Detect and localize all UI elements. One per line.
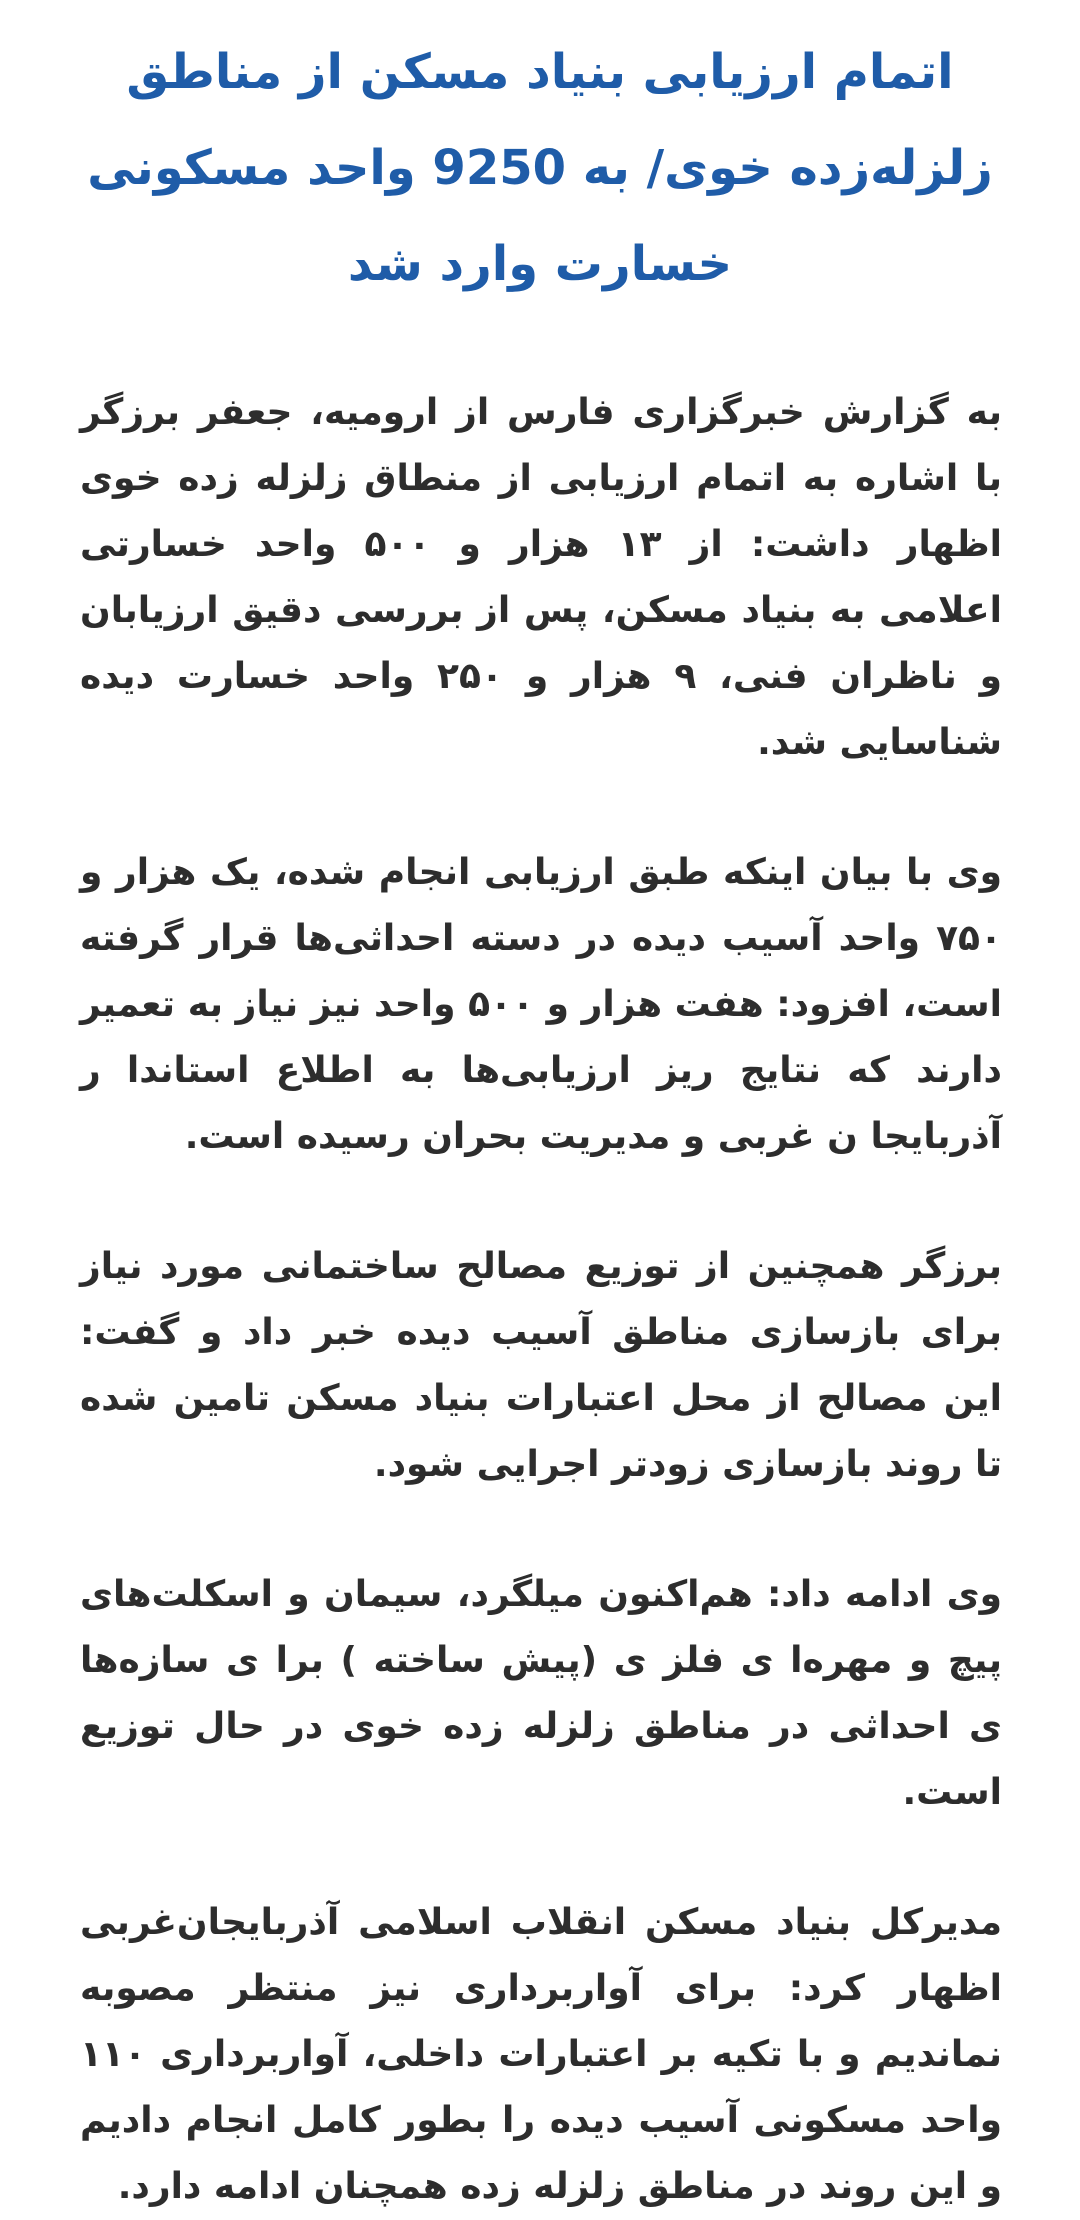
article-paragraph: به گزارش خبرگزاری فارس از ارومیه، جعفر برزگر با اشاره به اتمام ارزیابی از منطاق زلزله زده خوی اظهار داشت: از ۱۳ هزار و ۵۰۰ واحد خسارتی اعلامی به بنیاد مسکن، پس از بررسی دقیق ارزیابان و ناظران فنی، ۹ هزار و ۲۵۰ واحد خسارت دیده شناسایی شد.	[80, 392, 1003, 763]
article-paragraph: مدیرکل بنیاد مسکن انقلاب اسلامی آذربایجان‌غربی اظهار کرد: برای آواربرداری نیز منتظر مصوبه نماندیم و با تکیه بر اعتبارات داخلی، آواربرداری ۱۱۰ واحد مسکونی آسیب دیده را بطور کامل انجام دادیم و این روند در مناطق زلزله زده همچنان ادامه دارد.	[80, 1902, 1002, 2207]
article-paragraph: وی ادامه داد: هم‌اکنون میلگرد، سیمان و اسکلت‌های پیچ و مهره‌ا ی فلز ی (پیش ساخته ) برا ی سازه‌ها ی احداثی در مناطق زلزله زده خوی در حال توزیع است.	[80, 1574, 1002, 1813]
article-paragraph: برزگر همچنین از توزیع مصالح ساختمانی مورد نیاز برای بازسازی مناطق آسیب دیده خبر داد و گفت: این مصالح از محل اعتبارات بنیاد مسکن تامین شده تا روند بازسازی زودتر اجرایی شود.	[80, 1246, 1002, 1485]
article-body	[0, 340, 1080, 2220]
article-paragraph: وی با بیان اینکه طبق ارزیابی انجام شده، یک هزار و ۷۵۰ واحد آسیب دیده در دسته احداثی‌ها قرار گرفته است، افزود: هفت هزار و ۵۰۰ واحد نیز نیاز به تعمیر دارند که نتایج ریز ارزیابی‌ها به اطلاع استاندا ر آذربایجا ن غربی و مدیریت بحران رسیده است.	[80, 852, 1002, 1157]
article-title: اتمام ارزیابی بنیاد مسکن از مناطق زلزله‌زده خوی/ به 9250 واحد مسکونی خسارت وارد شد	[87, 44, 993, 292]
